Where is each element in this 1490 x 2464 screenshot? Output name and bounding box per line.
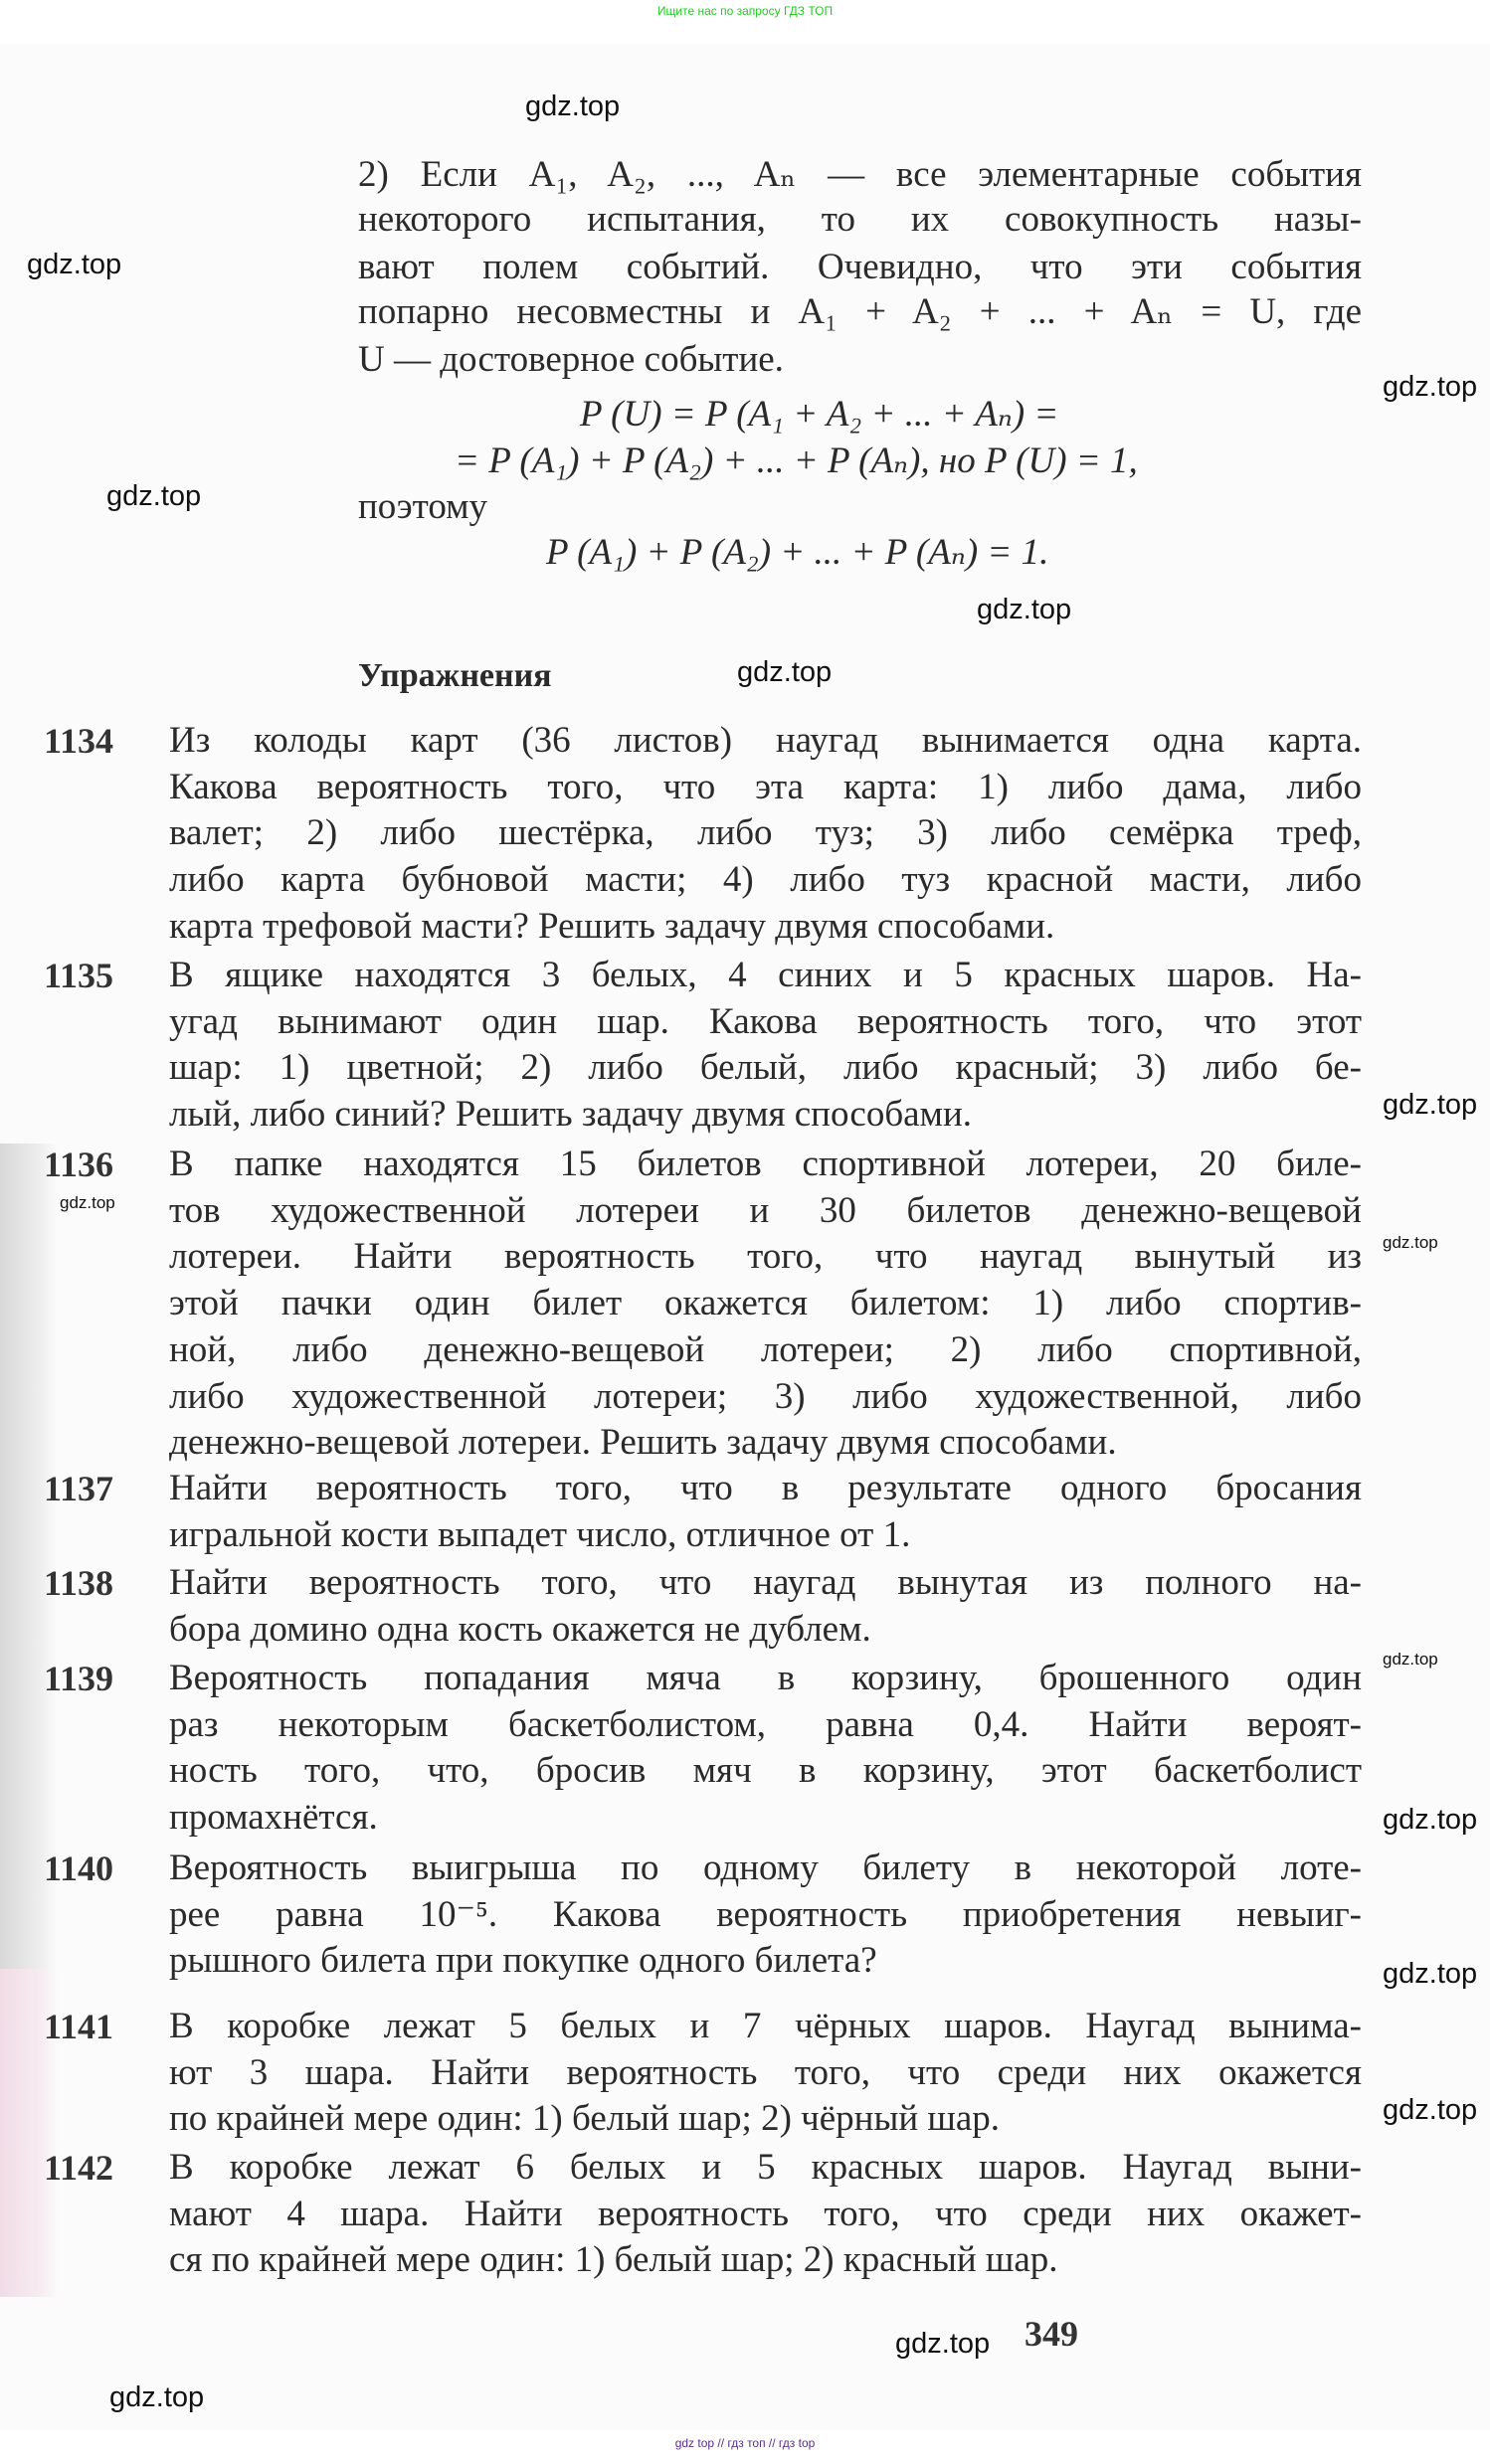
- watermark-text: gdz.top: [1383, 1233, 1438, 1252]
- watermark-text: gdz.top: [1383, 1958, 1478, 1990]
- watermark-text: gdz.top: [737, 656, 833, 688]
- exercise-text-line: валет; 2) либо шестёрка, либо туз; 3) либо семёрка треф,: [169, 812, 1362, 854]
- exercise-text-line: лотереи. Найти вероятность того, что наугад вынутый из: [169, 1236, 1362, 1278]
- exercise-number: 1136: [44, 1144, 114, 1184]
- exercise-text-line: ность того, что, бросив мяч в корзину, этот баскетболист: [169, 1750, 1362, 1792]
- section-title: Упражнения: [358, 657, 552, 694]
- exercise-text-line: этой пачки один билет окажется билетом: 1) либо спортив-: [169, 1283, 1362, 1324]
- watermark-text: gdz.top: [27, 249, 122, 280]
- top-banner: Ищите нас по запросу ГДЗ ТОП: [656, 4, 834, 18]
- exercise-number: 1140: [44, 1848, 114, 1888]
- watermark-text: gdz.top: [1383, 1089, 1478, 1121]
- exercise-text-line: Найти вероятность того, что в результате одного бросания: [169, 1468, 1362, 1508]
- watermark-text: gdz.top: [106, 480, 202, 512]
- theory-line: вают полем событий. Очевидно, что эти события: [358, 247, 1362, 287]
- watermark-text: gdz.top: [1383, 371, 1478, 403]
- exercise-text-line: Вероятность выигрыша по одному билету в некоторой лоте-: [169, 1848, 1362, 1888]
- exercise-text-line: ся по крайней мере один: 1) белый шар; 2) красный шар.: [169, 2239, 1058, 2281]
- exercise-text-line: раз некоторым баскетболистом, равна 0,4. Найти вероят-: [169, 1703, 1362, 1745]
- exercise-text-line: Из колоды карт (36 листов) наугад вынимается одна карта.: [169, 720, 1362, 761]
- formula-3: P (A₁) + P (A₂) + ... + P (Aₙ) = 1.: [546, 532, 1049, 573]
- exercise-text-line: ют 3 шара. Найти вероятность того, что среди них окажется: [169, 2051, 1362, 2093]
- exercise-number: 1135: [44, 956, 114, 995]
- exercise-text-line: В ящике находятся 3 белых, 4 синих и 5 красных шаров. На-: [169, 955, 1362, 995]
- exercise-text-line: мают 4 шара. Найти вероятность того, что среди них окажет-: [169, 2193, 1362, 2234]
- exercise-text-line: Вероятность попадания мяча в корзину, брошенного один: [169, 1658, 1362, 1698]
- watermark-text: gdz.top: [977, 594, 1072, 625]
- exercise-number: 1137: [44, 1469, 114, 1508]
- theory-line: некоторого испытания, то их совокупность назы-: [358, 199, 1362, 240]
- exercise-text-line: шар: 1) цветной; 2) либо белый, либо красный; 3) либо бе-: [169, 1047, 1362, 1089]
- exercise-text-line: карта трефовой масти? Решить задачу двумя способами.: [169, 905, 1055, 947]
- watermark-text: gdz.top: [1383, 1804, 1478, 1836]
- exercise-text-line: игральной кости выпадет число, отличное от 1.: [169, 1513, 911, 1555]
- watermark-text: gdz.top: [895, 2328, 991, 2360]
- exercise-text-line: денежно-вещевой лотереи. Решить задачу двумя способами.: [169, 1422, 1117, 1464]
- watermark-text: gdz.top: [109, 2381, 205, 2413]
- bottom-banner: gdz top // гдз топ // гдз top: [674, 2436, 816, 2450]
- watermark-text: gdz.top: [525, 90, 621, 122]
- theory-line: попарно несовместны и A₁ + A₂ + ... + Aₙ = U, где: [358, 291, 1362, 332]
- theory-line: U — достоверное событие.: [358, 339, 784, 380]
- exercise-text-line: ной, либо денежно-вещевой лотереи; 2) либо спортивной,: [169, 1328, 1362, 1370]
- page-number: 349: [1024, 2314, 1078, 2354]
- formula-2: = P (A₁) + P (A₂) + ... + P (Aₙ), но P (U) = 1,: [455, 440, 1138, 481]
- exercise-text-line: промахнётся.: [169, 1797, 378, 1839]
- watermark-text: gdz.top: [1383, 1650, 1438, 1669]
- exercise-text-line: угад вынимают один шар. Какова вероятность того, что этот: [169, 1000, 1362, 1042]
- therefore-text: поэтому: [358, 486, 488, 527]
- exercise-text-line: В коробке лежат 5 белых и 7 чёрных шаров. Наугад вынима-: [169, 2006, 1362, 2046]
- exercise-text-line: тов художественной лотереи и 30 билетов денежно-вещевой: [169, 1189, 1362, 1231]
- exercise-text-line: бора домино одна кость окажется не дублем.: [169, 1608, 871, 1650]
- exercise-text-line: В коробке лежат 6 белых и 5 красных шаров. Наугад выни-: [169, 2147, 1362, 2188]
- exercise-text-line: Какова вероятность того, что эта карта: 1) либо дама, либо: [169, 766, 1362, 807]
- exercise-number: 1134: [44, 721, 114, 761]
- exercise-number: 1141: [44, 2007, 114, 2046]
- exercise-text-line: либо художественной лотереи; 3) либо художественной, либо: [169, 1375, 1362, 1417]
- exercise-text-line: В папке находятся 15 билетов спортивной лотереи, 20 биле-: [169, 1144, 1362, 1184]
- exercise-text-line: лый, либо синий? Решить задачу двумя способами.: [169, 1094, 973, 1136]
- formula-1: P (U) = P (A₁ + A₂ + ... + Aₙ) =: [580, 394, 1059, 435]
- watermark-text: gdz.top: [1383, 2094, 1478, 2126]
- margin-strip-gray: [0, 1144, 58, 1969]
- watermark-text: gdz.top: [60, 1193, 115, 1212]
- exercise-text-line: рышного билета при покупке одного билета?: [169, 1940, 877, 1982]
- exercise-number: 1138: [44, 1563, 114, 1603]
- exercise-text-line: по крайней мере один: 1) белый шар; 2) чёрный шар.: [169, 2098, 1001, 2140]
- exercise-number: 1142: [44, 2148, 114, 2188]
- exercise-number: 1139: [44, 1659, 114, 1698]
- theory-line: 2) Если A₁, A₂, ..., Aₙ — все элементарные события: [358, 154, 1362, 195]
- exercise-text-line: либо карта бубновой масти; 4) либо туз красной масти, либо: [169, 859, 1362, 901]
- exercise-text-line: рее равна 10⁻⁵. Какова вероятность приобретения невыиг-: [169, 1893, 1362, 1935]
- exercise-text-line: Найти вероятность того, что наугад вынутая из полного на-: [169, 1562, 1362, 1603]
